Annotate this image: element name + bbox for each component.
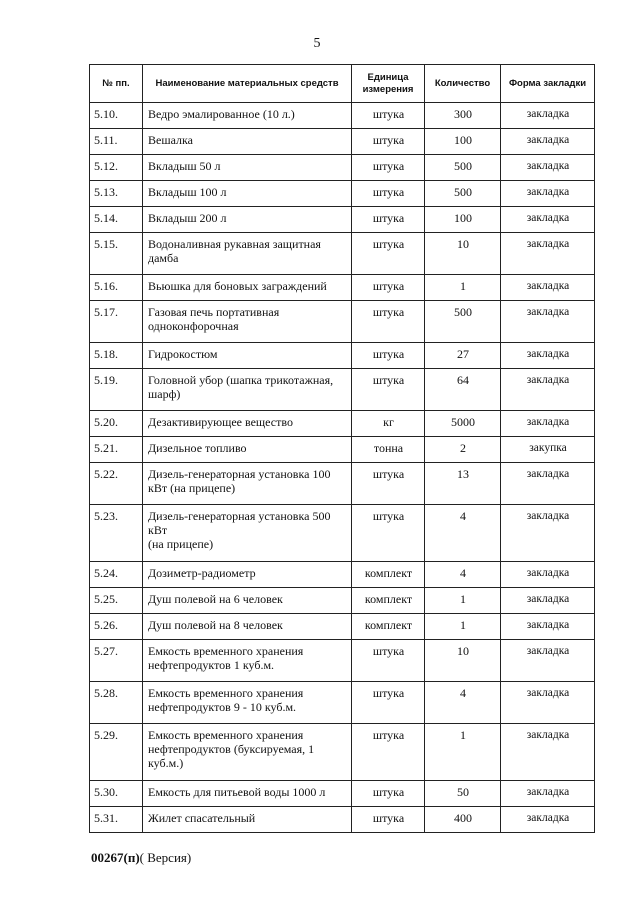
table-row — [90, 437, 595, 463]
cell-unit: штука — [352, 129, 425, 155]
cell-unit: штука — [352, 682, 425, 724]
cell-unit: штука — [352, 301, 425, 343]
cell-qty: 500 — [425, 155, 501, 181]
cell-qty: 13 — [425, 463, 501, 505]
cell-form: закладка — [501, 343, 595, 369]
cell-name: Дизель-генераторная установка 500 кВт (на прицепе) — [143, 505, 352, 562]
table-row — [90, 724, 595, 781]
cell-name: Вешалка — [143, 129, 352, 155]
cell-unit: тонна — [352, 437, 425, 463]
table-row — [90, 233, 595, 275]
table-row — [90, 129, 595, 155]
header-qty: Количество — [425, 65, 501, 103]
cell-name: Емкость для питьевой воды 1000 л — [143, 781, 352, 807]
table-row — [90, 463, 595, 505]
cell-form: закладка — [501, 129, 595, 155]
table-row — [90, 807, 595, 833]
cell-form: закладка — [501, 463, 595, 505]
cell-name: Водоналивная рукавная защитная дамба — [143, 233, 352, 275]
cell-name: Дизельное топливо — [143, 437, 352, 463]
cell-qty: 10 — [425, 233, 501, 275]
table-header-row — [90, 65, 595, 103]
cell-form: закладка — [501, 682, 595, 724]
cell-num: 5.22. — [90, 463, 143, 505]
cell-name: Жилет спасательный — [143, 807, 352, 833]
cell-qty: 1 — [425, 588, 501, 614]
cell-qty: 1 — [425, 275, 501, 301]
cell-form: закладка — [501, 724, 595, 781]
cell-num: 5.12. — [90, 155, 143, 181]
cell-name: Газовая печь портативная одноконфорочная — [143, 301, 352, 343]
cell-qty: 1 — [425, 724, 501, 781]
cell-form: закладка — [501, 103, 595, 129]
cell-qty: 500 — [425, 301, 501, 343]
cell-num: 5.11. — [90, 129, 143, 155]
table-row — [90, 682, 595, 724]
cell-qty: 2 — [425, 437, 501, 463]
cell-unit: штука — [352, 724, 425, 781]
cell-form: закладка — [501, 562, 595, 588]
cell-form: закладка — [501, 505, 595, 562]
cell-qty: 27 — [425, 343, 501, 369]
cell-qty: 300 — [425, 103, 501, 129]
cell-qty: 4 — [425, 505, 501, 562]
document-footer — [91, 850, 191, 866]
cell-unit: штука — [352, 640, 425, 682]
table-row — [90, 781, 595, 807]
cell-unit: штука — [352, 275, 425, 301]
cell-name: Гидрокостюм — [143, 343, 352, 369]
table-row — [90, 155, 595, 181]
header-unit: Единица измерения — [352, 65, 425, 103]
cell-name: Дезактивирующее вещество — [143, 411, 352, 437]
cell-qty: 5000 — [425, 411, 501, 437]
table-row — [90, 505, 595, 562]
cell-name: Дозиметр-радиометр — [143, 562, 352, 588]
cell-unit: комплект — [352, 588, 425, 614]
cell-qty: 400 — [425, 807, 501, 833]
cell-num: 5.18. — [90, 343, 143, 369]
table-row — [90, 562, 595, 588]
cell-form: закладка — [501, 614, 595, 640]
cell-unit: кг — [352, 411, 425, 437]
cell-qty: 4 — [425, 682, 501, 724]
cell-name: Вьюшка для боновых заграждений — [143, 275, 352, 301]
cell-qty: 100 — [425, 207, 501, 233]
cell-unit: штука — [352, 207, 425, 233]
cell-form: закладка — [501, 588, 595, 614]
header-num: № пп. — [90, 65, 143, 103]
cell-form: закладка — [501, 207, 595, 233]
cell-form: закладка — [501, 275, 595, 301]
cell-unit: штука — [352, 463, 425, 505]
cell-name: Головной убор (шапка трикотажная, шарф) — [143, 369, 352, 411]
cell-name: Емкость временного хранения нефтепродуктов 9 - 10 куб.м. — [143, 682, 352, 724]
cell-form: закладка — [501, 301, 595, 343]
cell-name: Душ полевой на 8 человек — [143, 614, 352, 640]
cell-num: 5.30. — [90, 781, 143, 807]
cell-num: 5.20. — [90, 411, 143, 437]
cell-unit: штука — [352, 781, 425, 807]
cell-qty: 4 — [425, 562, 501, 588]
cell-unit: штука — [352, 343, 425, 369]
cell-name: Емкость временного хранения нефтепродуктов 1 куб.м. — [143, 640, 352, 682]
cell-name: Душ полевой на 6 человек — [143, 588, 352, 614]
table-body — [90, 103, 595, 833]
page-number: 5 — [313, 36, 321, 51]
cell-qty: 64 — [425, 369, 501, 411]
cell-num: 5.28. — [90, 682, 143, 724]
cell-form: закладка — [501, 155, 595, 181]
cell-form: закупка — [501, 437, 595, 463]
cell-num: 5.10. — [90, 103, 143, 129]
cell-name: Емкость временного хранения нефтепродуктов (буксируемая, 1 куб.м.) — [143, 724, 352, 781]
cell-num: 5.14. — [90, 207, 143, 233]
cell-unit: штука — [352, 155, 425, 181]
table-row — [90, 640, 595, 682]
table-row — [90, 614, 595, 640]
table-row — [90, 369, 595, 411]
table-row — [90, 181, 595, 207]
cell-num: 5.17. — [90, 301, 143, 343]
document-version: ( Версия) — [139, 850, 192, 865]
cell-num: 5.16. — [90, 275, 143, 301]
cell-name: Вкладыш 200 л — [143, 207, 352, 233]
cell-num: 5.15. — [90, 233, 143, 275]
table-row — [90, 588, 595, 614]
materials-table — [89, 64, 595, 833]
cell-unit: комплект — [352, 614, 425, 640]
table-row — [90, 301, 595, 343]
cell-num: 5.24. — [90, 562, 143, 588]
cell-unit: штука — [352, 369, 425, 411]
cell-name: Ведро эмалированное (10 л.) — [143, 103, 352, 129]
cell-num: 5.25. — [90, 588, 143, 614]
cell-form: закладка — [501, 807, 595, 833]
cell-qty: 100 — [425, 129, 501, 155]
cell-unit: штука — [352, 807, 425, 833]
cell-qty: 50 — [425, 781, 501, 807]
table-row — [90, 207, 595, 233]
cell-unit: штука — [352, 103, 425, 129]
cell-form: закладка — [501, 640, 595, 682]
cell-unit: штука — [352, 233, 425, 275]
cell-num: 5.19. — [90, 369, 143, 411]
cell-form: закладка — [501, 411, 595, 437]
cell-name: Вкладыш 100 л — [143, 181, 352, 207]
cell-name: Дизель-генераторная установка 100 кВт (на прицепе) — [143, 463, 352, 505]
cell-form: закладка — [501, 233, 595, 275]
cell-unit: комплект — [352, 562, 425, 588]
cell-qty: 500 — [425, 181, 501, 207]
cell-num: 5.21. — [90, 437, 143, 463]
cell-unit: штука — [352, 505, 425, 562]
table-row — [90, 275, 595, 301]
cell-num: 5.13. — [90, 181, 143, 207]
table-row — [90, 103, 595, 129]
cell-num: 5.27. — [90, 640, 143, 682]
document-code: 00267(п) — [91, 850, 140, 865]
cell-form: закладка — [501, 369, 595, 411]
cell-qty: 1 — [425, 614, 501, 640]
cell-form: закладка — [501, 181, 595, 207]
cell-num: 5.26. — [90, 614, 143, 640]
cell-num: 5.23. — [90, 505, 143, 562]
cell-qty: 10 — [425, 640, 501, 682]
cell-form: закладка — [501, 781, 595, 807]
cell-num: 5.31. — [90, 807, 143, 833]
table-row — [90, 343, 595, 369]
cell-num: 5.29. — [90, 724, 143, 781]
cell-name: Вкладыш 50 л — [143, 155, 352, 181]
header-form: Форма закладки — [501, 65, 595, 103]
cell-unit: штука — [352, 181, 425, 207]
table-row — [90, 411, 595, 437]
header-name: Наименование материальных средств — [143, 65, 352, 103]
